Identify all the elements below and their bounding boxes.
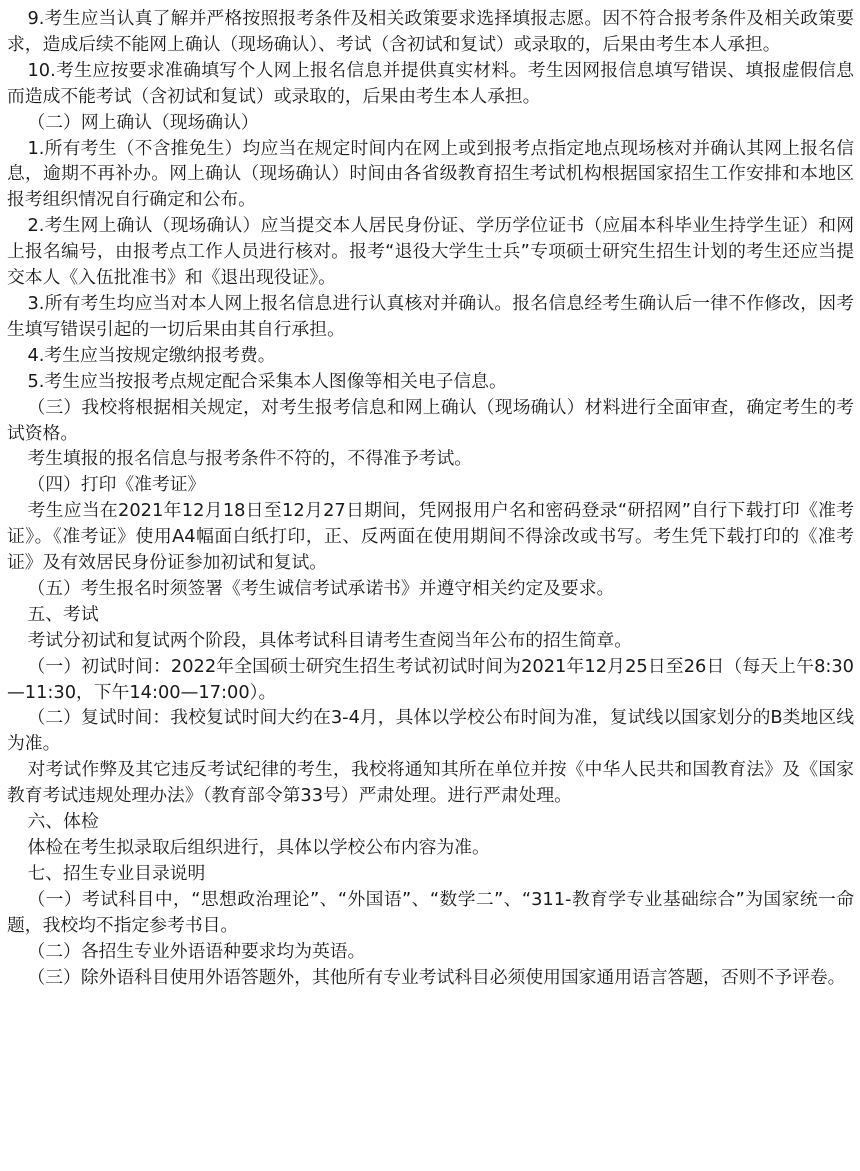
paragraph-admission-ticket: 考生应当在2021年12月18日至12月27日期间，凭网报用户名和密码登录“研招网”自行下载打印《准考证》。《准考证》使用A4幅面白纸打印，正、反两面在使用期间不得涂改或书写。考生凭下载打印的《准考证》及有效居民身份证参加初试和复试。 <box>7 500 854 574</box>
paragraph-confirmation-4: 4.考生应当按规定缴纳报考费。 <box>27 344 276 366</box>
paragraph-10-accurate-info: 10.考生应按要求准确填写个人网上报名信息并提供真实材料。考生因网报信息填写错误、填报虚假信息而造成不能考试（含初试和复试）或录取的，后果由考生本人承担。 <box>7 59 854 107</box>
paragraph-confirmation-1: 1.所有考生（不含推免生）均应当在规定时间内在网上或到报考点指定地点现场核对并确认其网上报名信息，逾期不再补办。网上确认（现场确认）时间由各省级教育招生考试机构根据国家招生工作安排和本地区报考组织情况自行确定和公布。 <box>7 137 854 211</box>
paragraph-review: （三）我校将根据相关规定，对考生报考信息和网上确认（现场确认）材料进行全面审查，确定考生的考试资格。 <box>7 396 854 444</box>
section-heading-physical-exam: 六、体检 <box>27 811 99 833</box>
paragraph-catalog-2: （二）各招生专业外语语种要求均为英语。 <box>27 940 366 962</box>
paragraph-cheating-policy: 对考试作弊及其它违反考试纪律的考生，我校将通知其所在单位并按《中华人民共和国教育法》及《国家教育考试违规处理办法》（教育部令第33号）严肃处理。进行严肃处理。 <box>7 759 854 807</box>
paragraph-confirmation-2: 2.考生网上确认（现场确认）应当提交本人居民身份证、学历学位证书（应届本科毕业生持学生证）和网上报名编号，由报考点工作人员进行核对。报考“退役大学生士兵”专项硕士研究生招生计划的考生还应当提交本人《入伍批准书》和《退出现役证》。 <box>7 215 854 289</box>
paragraph-initial-exam-time: （一）初试时间：2022年全国硕士研究生招生考试初试时间为2021年12月25日至26日（每天上午8:30—11:30，下午14:00—17:00）。 <box>7 655 854 703</box>
paragraph-catalog-1: （一）考试科目中，“思想政治理论”、“外国语”、“数学二”、“311-教育学专业基础综合”为国家统一命题，我校均不指定参考书目。 <box>7 888 854 936</box>
paragraph-9-volunteer-choice: 9.考生应当认真了解并严格按照报考条件及相关政策要求选择填报志愿。因不符合报考条件及相关政策要求，造成后续不能网上确认（现场确认）、考试（含初试和复试）或录取的，后果由考生本人承担。 <box>7 8 854 55</box>
paragraph-catalog-3: （三）除外语科目使用外语答题外，其他所有专业考试科目必须使用国家通用语言答题，否则不予评卷。 <box>27 966 846 988</box>
paragraph-confirmation-5: 5.考生应当按报考点规定配合采集本人图像等相关电子信息。 <box>27 370 507 392</box>
section-heading-exam: 五、考试 <box>27 603 99 625</box>
paragraph-retest-time: （二）复试时间：我校复试时间大约在3-4月，具体以学校公布时间为准，复试线以国家划分的B类地区线为准。 <box>7 707 854 755</box>
section-heading-print-admission: （四）打印《准考证》 <box>27 474 206 496</box>
paragraph-physical-exam: 体检在考生拟录取后组织进行，具体以学校公布内容为准。 <box>27 837 490 858</box>
paragraph-exam-stages: 考试分初试和复试两个阶段，具体考试科目请考生查阅当年公布的招生简章。 <box>27 629 633 651</box>
paragraph-confirmation-3: 3.所有考生均应当对本人网上报名信息进行认真核对并确认。报名信息经考生确认后一律不作修改，因考生填写错误引起的一切后果由其自行承担。 <box>7 292 854 340</box>
section-heading-catalog-notes: 七、招生专业目录说明 <box>27 862 206 884</box>
paragraph-ineligible: 考生填报的报名信息与报考条件不符的，不得准予考试。 <box>27 448 473 470</box>
section-heading-online-confirmation: （二）网上确认（现场确认） <box>27 111 259 133</box>
paragraph-integrity-pledge: （五）考生报名时须签署《考生诚信考试承诺书》并遵守相关约定及要求。 <box>27 577 615 599</box>
